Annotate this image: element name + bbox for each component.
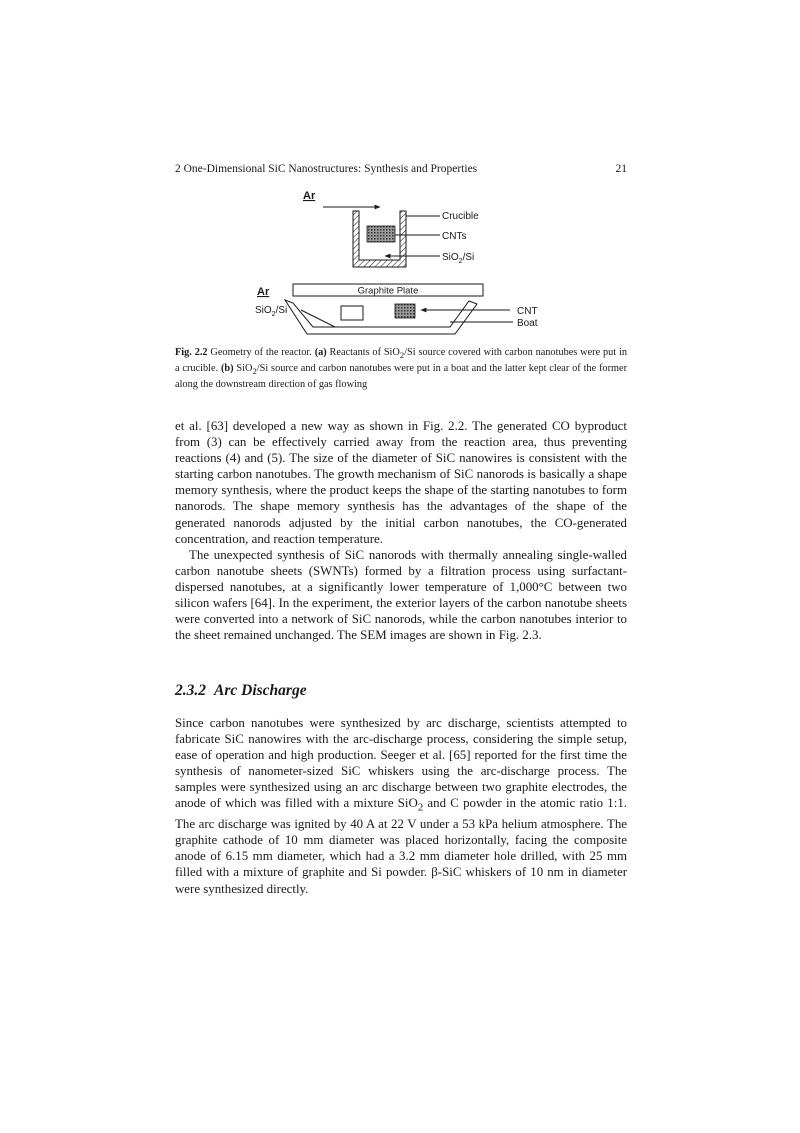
cnts-block: [367, 226, 395, 242]
sio2si-bottom-label: SiO$_2$/Si: [255, 305, 288, 318]
body-text-lower: [175, 715, 627, 897]
section-title: Arc Discharge: [214, 682, 307, 699]
running-title: 2 One-Dimensional SiC Nanostructures: Synthesis and Properties: [175, 163, 478, 175]
section-heading: [175, 682, 307, 700]
boat-shape: [285, 300, 477, 334]
ar-bottom-label: Ar: [257, 286, 270, 298]
cnts-label: CNTs: [442, 231, 467, 242]
sio2si-block: [341, 306, 363, 320]
section-number: 2.3.2: [175, 682, 206, 699]
reactor-diagram: [245, 187, 565, 337]
paragraph: The unexpected synthesis of SiC nanorods with thermally annealing single-walled carbon nanotube sheets (SWNTs) formed by a filtration process using surfactant-dispersed nanotubes, at a significantly lower temperature of 1,000°C between two silicon wafers [64]. In the experiment, the exterior layers of the carbon nanotube sheets were converted into a network of SiC nanorods, while the carbon nanotubes interior to the sheet remained unchanged. The SEM images are shown in Fig. 2.3.: [175, 547, 627, 643]
ar-top-label: Ar: [303, 190, 316, 202]
running-header: [175, 163, 627, 175]
crucible-label: Crucible: [442, 211, 479, 222]
cnt-block: [395, 304, 415, 318]
sio2si-top-label: SiO$_2$/Si: [442, 252, 475, 265]
figure-caption: Fig. 2.2 Geometry of the reactor. (a) Reactants of SiO$_2$/Si source covered with carbon nanotubes were put in a crucible. (b) SiO$_2$/Si source and carbon nanotubes were put in a boat and the latter kept clear of the former along the downstream direction of gas flowing: [175, 347, 628, 391]
boat-label: Boat: [517, 318, 538, 329]
body-text-upper: [175, 418, 627, 643]
cnt-label: CNT: [517, 306, 538, 317]
graphite-plate-label: Graphite Plate: [357, 285, 419, 297]
figure-label: Fig. 2.2: [175, 347, 208, 358]
paragraph: et al. [63] developed a new way as shown in Fig. 2.2. The generated CO byproduct from (3) can be effectively carried away from the reaction area, thus preventing reactions (4) and (5). The size of the diameter of SiC nanowires is consistent with the starting carbon nanotubes. The growth mechanism of SiC nanorods is basically a shape memory synthesis, where the product keeps the shape of the starting nanotubes to form nanorods. The shape memory synthesis has the advantages of the shape of the generated nanorods adjusted by the initial carbon nanotubes, the CO-generated concentration, and reaction temperature.: [175, 419, 627, 546]
page-number: 21: [615, 163, 627, 175]
paragraph: Since carbon nanotubes were synthesized by arc discharge, scientists attempted to fabricate SiC nanowires with the arc-discharge process, considering the simple setup, ease of operation and high production. Seeger et al. [65] reported for the first time the synthesis of nanometer-sized SiC whiskers using the arc-discharge process. The samples were synthesized using an arc discharge between two graphite electrodes, the anode of which was filled with a mixture SiO$_2$ and C powder in the atomic ratio 1:1. The arc discharge was ignited by 40 A at 22 V under a 53 kPa helium atmosphere. The graphite cathode of 10 mm diameter was placed horizontally, facing the composite anode of 6.15 mm diameter, which had a 3.2 mm diameter hole drilled, with 25 mm filled with a mixture of graphite and Si powder. β-SiC whiskers of 10 nm in diameter were synthesized directly.: [175, 716, 627, 896]
reactor-figure: [245, 187, 565, 337]
